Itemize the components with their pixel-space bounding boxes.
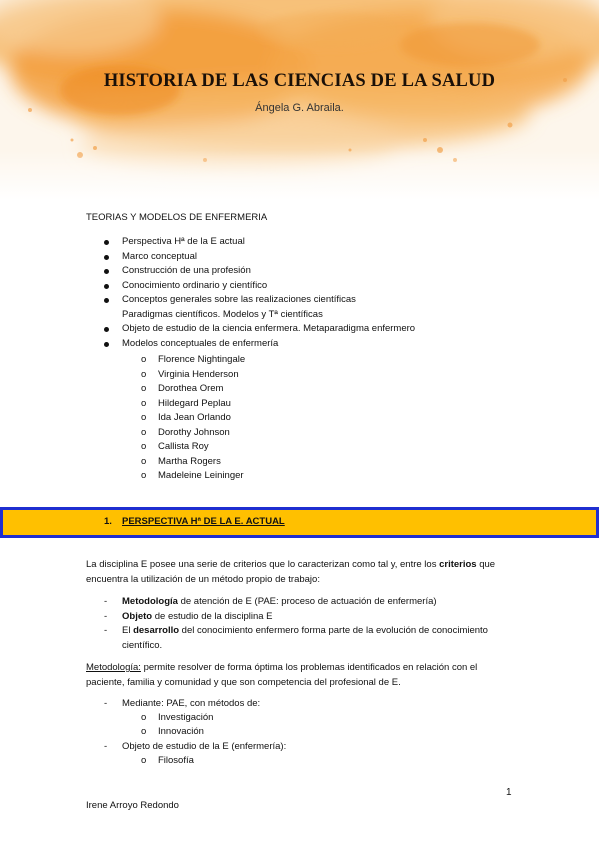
- intro-text-end: que: [476, 559, 496, 570]
- bullet-icon: [104, 284, 109, 289]
- dash-bullet-icon: -: [104, 698, 108, 709]
- toc-item: Marco conceptual: [122, 251, 197, 262]
- criteria-text: del conocimiento enfermero forma parte de la evolución de conocimiento: [179, 625, 488, 636]
- model-item: Virginia Henderson: [158, 369, 239, 380]
- toc-item: Objeto de estudio de la ciencia enfermera. Metaparadigma enfermero: [122, 323, 416, 334]
- criteria-continuation: científico.: [122, 640, 163, 651]
- toc-item: Modelos conceptuales de enfermería: [122, 338, 279, 349]
- dash-bullet-icon: -: [104, 741, 108, 752]
- methodology-text: permite resolver de forma óptima los problemas identificados en relación con el: [140, 662, 478, 673]
- document-title: HISTORIA DE LAS CIENCIAS DE LA SALUD: [103, 71, 496, 91]
- watercolor-header-background: [0, 0, 599, 200]
- sublist-item: Innovación: [158, 726, 204, 737]
- bullet-icon: [104, 255, 109, 260]
- section-heading-bar: [0, 507, 599, 538]
- circle-bullet-icon: o: [141, 412, 147, 423]
- toc-item: Construcción de una profesión: [122, 265, 251, 276]
- criteria-bold: Objeto: [122, 611, 153, 622]
- model-item: Madeleine Leininger: [158, 470, 244, 481]
- methodology-paragraph: [86, 661, 526, 690]
- circle-bullet-icon: o: [141, 755, 147, 766]
- intro-bold: criterios: [439, 559, 477, 570]
- criteria-text: de estudio de la disciplina E: [152, 611, 273, 622]
- model-item: Martha Rogers: [158, 456, 221, 467]
- bullet-icon: [104, 327, 109, 332]
- dash-bullet-icon: -: [104, 611, 108, 622]
- criteria-pre: El: [122, 625, 134, 636]
- bullet-icon: [104, 298, 109, 303]
- criteria-item: [122, 595, 437, 610]
- criteria-bold: desarrollo: [133, 625, 180, 636]
- dash-bullet-icon: -: [104, 625, 108, 636]
- page-number: 1: [506, 787, 512, 798]
- circle-bullet-icon: o: [141, 354, 147, 365]
- criteria-item: [122, 610, 273, 625]
- circle-bullet-icon: o: [141, 398, 147, 409]
- toc-heading: TEORIAS Y MODELOS DE ENFERMERIA: [86, 212, 268, 223]
- model-item: Ida Jean Orlando: [158, 412, 231, 423]
- section-number: 1.: [104, 516, 112, 527]
- document-author: Ángela G. Abraila.: [255, 102, 344, 114]
- model-item: Florence Nightingale: [158, 354, 246, 365]
- bullet-icon: [104, 240, 109, 245]
- model-item: Callista Roy: [158, 441, 209, 452]
- circle-bullet-icon: o: [141, 456, 147, 467]
- intro-text-line2: encuentra la utilización de un método propio de trabajo:: [86, 573, 320, 585]
- toc-item-continuation: Paradigmas científicos. Modelos y Tª científicas: [122, 309, 323, 320]
- model-item: Dorothy Johnson: [158, 427, 230, 438]
- circle-bullet-icon: o: [141, 726, 147, 737]
- criteria-item: [122, 624, 488, 639]
- footer-author: Irene Arroyo Redondo: [86, 800, 179, 811]
- toc-item: Perspectiva Hª de la E actual: [122, 236, 245, 247]
- section-title: PERSPECTIVA Hª DE LA E. ACTUAL: [122, 516, 285, 527]
- toc-item: Conocimiento ordinario y científico: [122, 280, 268, 291]
- model-item: Hildegard Peplau: [158, 398, 231, 409]
- circle-bullet-icon: o: [141, 712, 147, 723]
- model-item: Dorothea Orem: [158, 383, 224, 394]
- toc-item: Conceptos generales sobre las realizaciones científicas: [122, 294, 356, 305]
- sublist-heading: Mediante: PAE, con métodos de:: [122, 698, 261, 709]
- sublist-item: Filosofía: [158, 755, 194, 766]
- circle-bullet-icon: o: [141, 441, 147, 452]
- methodology-text-line2: paciente, familia y comunidad y que son competencia del profesional de E.: [86, 676, 401, 688]
- methodology-label: Metodología:: [86, 662, 141, 673]
- circle-bullet-icon: o: [141, 383, 147, 394]
- dash-bullet-icon: -: [104, 596, 108, 607]
- criteria-bold: Metodología: [122, 596, 178, 607]
- bullet-icon: [104, 269, 109, 274]
- criteria-text: de atención de E (PAE: proceso de actuación de enfermería): [177, 596, 437, 607]
- circle-bullet-icon: o: [141, 427, 147, 438]
- intro-text: La disciplina E posee una serie de criterios que lo caracterizan como tal y, entre los: [86, 559, 440, 570]
- circle-bullet-icon: o: [141, 470, 147, 481]
- sublist-item: Investigación: [158, 712, 214, 723]
- intro-paragraph: [86, 558, 526, 587]
- sublist-heading: Objeto de estudio de la E (enfermería):: [122, 741, 287, 752]
- bullet-icon: [104, 342, 109, 347]
- circle-bullet-icon: o: [141, 369, 147, 380]
